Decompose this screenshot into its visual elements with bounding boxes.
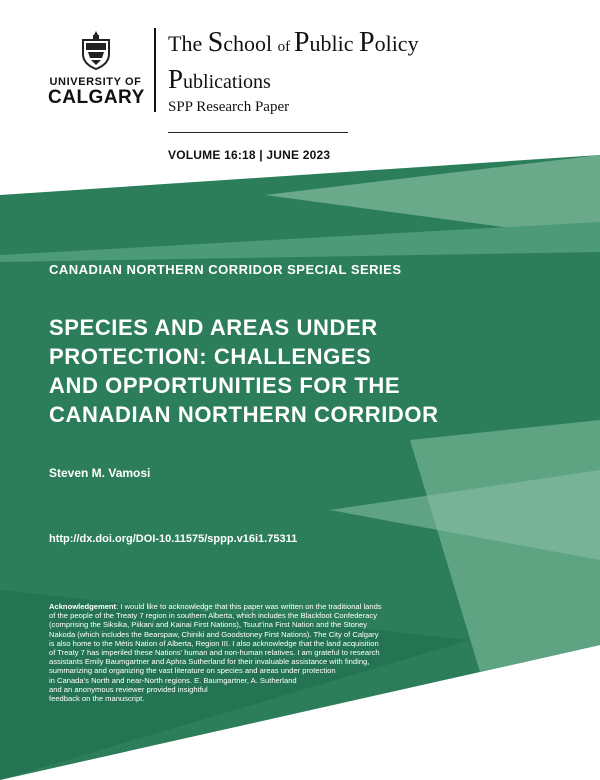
ack-line: (comprising the Siksika, Piikani and Kainai First Nations), Tsuut’ina First Nation and the Stoney <box>49 620 368 630</box>
ack-line: in Canada’s North and near-North regions. E. Baumgartner, A. Sutherland <box>49 675 297 685</box>
crest-icon <box>80 30 112 70</box>
ack-line-text: : I would like to acknowledge that this paper was written on the traditional lands <box>116 602 382 611</box>
ack-line: of Treaty 7 has imperiled these Nations’ human and non-human relatives. I am grateful to research <box>49 648 380 658</box>
title-line: PROTECTION: CHALLENGES <box>49 344 372 369</box>
publisher-line-1 <box>168 29 419 61</box>
title-line: SPECIES AND AREAS UNDER <box>49 315 378 340</box>
ack-line: feedback on the manuscript. <box>49 694 145 704</box>
university-line-2: CALGARY <box>48 87 145 108</box>
ack-line: of the people of the Treaty 7 region in southern Alberta, which includes the Blackfoot Confederacy <box>49 611 377 621</box>
title-line: CANADIAN NORTHERN CORRIDOR <box>49 402 439 427</box>
paper-title <box>49 313 569 429</box>
ack-line: assistants Emily Baumgartner and Aphra Sutherland for their invaluable assistance with finding, <box>49 657 370 667</box>
university-logo <box>48 30 143 107</box>
pub-word-olicy: olicy <box>374 31 419 56</box>
header-divider <box>154 28 156 112</box>
ack-line: summarizing and organizing the vast literature on species and areas under protection <box>49 666 336 676</box>
pub-word-chool: chool <box>223 31 278 56</box>
ack-line: Nakoda (which includes the Bearspaw, Chiniki and Goodstoney First Nations). The City of Calgary <box>49 629 379 639</box>
pub-word-the: The <box>168 31 208 56</box>
publications-rest: ublications <box>183 71 271 93</box>
university-line-1: UNIVERSITY OF <box>49 76 142 88</box>
ack-line: is also home to the Métis Nation of Alberta, Region III. I also acknowledge that the land acquisition <box>49 638 379 648</box>
title-line: AND OPPORTUNITIES FOR THE <box>49 373 401 398</box>
ack-label: Acknowledgement <box>49 602 117 611</box>
doi-link[interactable]: http://dx.doi.org/DOI-10.11575/sppp.v16i1.75311 <box>49 533 298 545</box>
publisher-name <box>168 29 419 98</box>
paper-type: SPP Research Paper <box>168 99 290 115</box>
publisher-line-2 <box>168 63 419 98</box>
acknowledgement <box>49 602 479 703</box>
series-title: CANADIAN NORTHERN CORRIDOR SPECIAL SERIES <box>49 262 402 277</box>
pub-cap-p: P <box>293 27 310 58</box>
pub-word-ublic: ublic <box>309 31 359 56</box>
ack-line <box>49 602 479 611</box>
author-name: Steven M. Vamosi <box>49 466 151 480</box>
ack-line: and an anonymous reviewer provided insightful <box>49 684 208 694</box>
publications-cap: P <box>168 64 184 94</box>
pub-cap-s: S <box>207 27 224 58</box>
pub-cap-p2: P <box>359 27 375 58</box>
header-rule <box>168 132 348 133</box>
volume-date: VOLUME 16:18 | JUNE 2023 <box>168 148 331 162</box>
pub-word-of: of <box>277 39 294 55</box>
